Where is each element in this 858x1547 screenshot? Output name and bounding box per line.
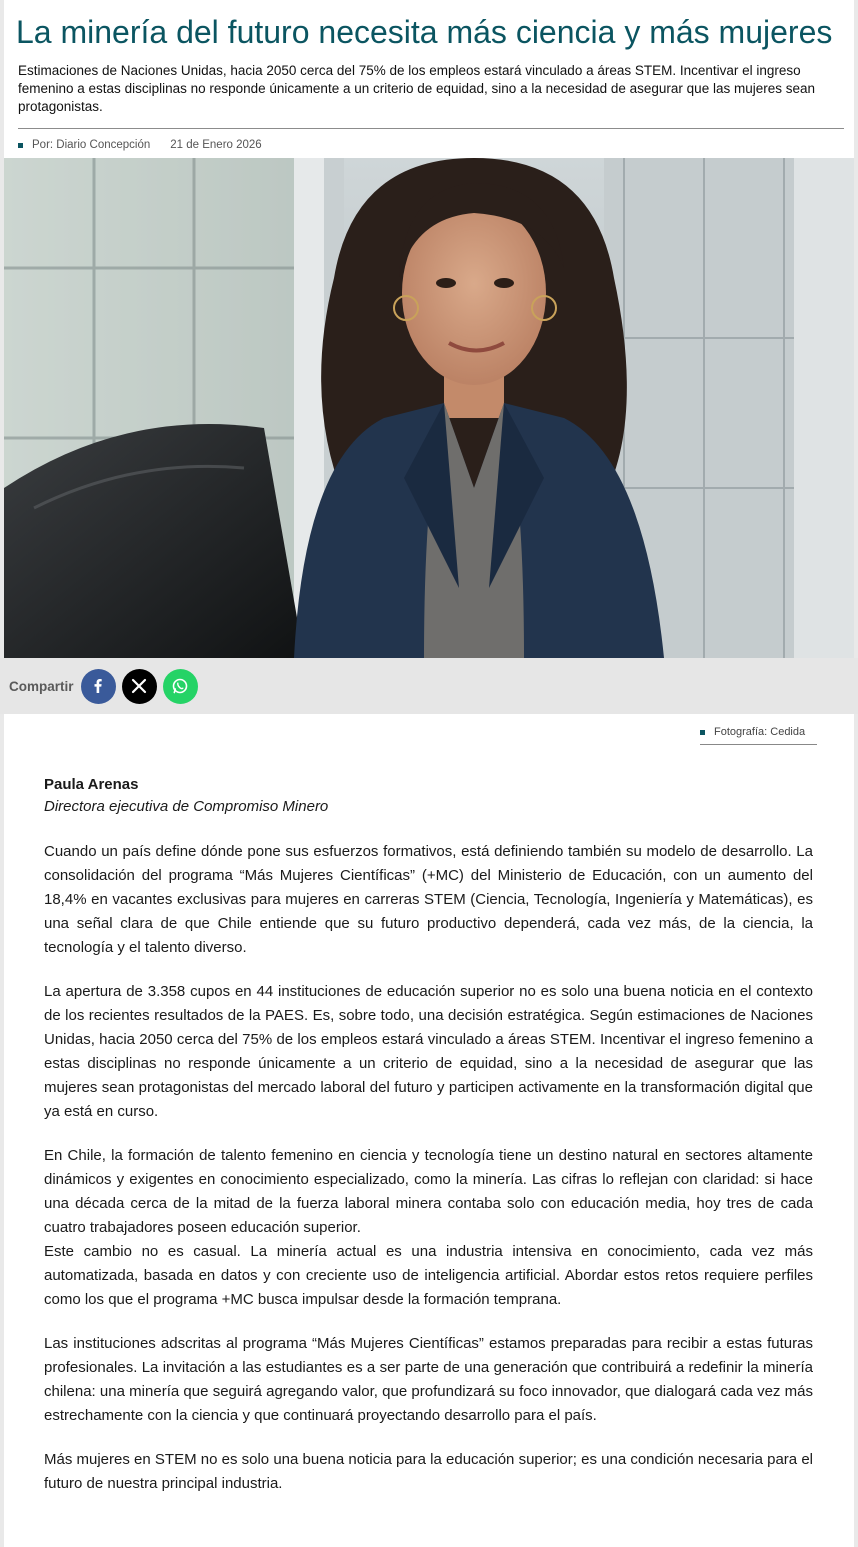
article-photo — [4, 158, 854, 658]
bullet-icon — [700, 730, 705, 735]
paragraph: Más mujeres en STEM no es solo una buena noticia para la educación superior; es una condición necesaria para el futuro de nuestra principal industria. — [44, 1451, 813, 1492]
article-body-container — [4, 714, 854, 1547]
paragraph: Las instituciones adscritas al programa “Más Mujeres Científicas” estamos preparadas para recibir a estas futuras profesionales. La invitación a las estudiantes es a ser parte de una generación que contribuirá a redefinir la minería chilena: una minería que seguirá agregando valor, que profundizará su foco innovador, que dialogará cada vez más estrechamente con la ciencia y que continuará proyectando desarrollo para el país. — [44, 1335, 813, 1424]
article-date: 21 de Enero 2026 — [170, 139, 262, 151]
whatsapp-icon — [171, 677, 189, 695]
article-meta — [18, 137, 262, 153]
portrait-photo-illustration — [4, 158, 854, 658]
paragraph: En Chile, la formación de talento femenino en ciencia y tecnología tiene un destino natural en sectores altamente dinámicos y exigentes en conocimiento especializado, como la minería. Las cifras lo reflejan con claridad: si hace una década cerca de la mitad de la fuerza laboral minera contaba solo con educación media, hoy tres de cada cuatro trabajadores poseen educación superior. — [44, 1147, 813, 1236]
bullet-icon — [18, 143, 23, 148]
paragraph: Cuando un país define dónde pone sus esfuerzos formativos, está definiendo también su modelo de desarrollo. La consolidación del programa “Más Mujeres Científicas” (+MC) del Ministerio de Educación, con un aumento del 18,4% en vacantes exclusivas para mujeres en carreras STEM (Ciencia, Tecnología, Ingeniería y Matemáticas), es una señal clara de que Chile entiende que su futuro productivo dependerá, cada vez más, de la ciencia, la tecnología y el talento diverso. — [44, 843, 813, 956]
x-icon — [131, 678, 147, 694]
article-header — [4, 0, 854, 158]
article-text — [44, 840, 813, 1516]
facebook-icon — [90, 678, 106, 694]
whatsapp-share-button[interactable] — [163, 669, 198, 704]
share-label: Compartir — [9, 678, 74, 694]
paragraph: Este cambio no es casual. La minería actual es una industria intensiva en conocimiento, cada vez más automatizada, basada en datos y con creciente uso de inteligencia artificial. Abordar estos retos requiere perfiles como los que el programa +MC busca impulsar desde la formación temprana. — [44, 1243, 813, 1308]
photo-credit-text: Fotografía: Cedida — [714, 726, 806, 738]
author-role: Directora ejecutiva de Compromiso Minero — [44, 798, 329, 815]
article-byline: Por: Diario Concepción — [32, 139, 151, 151]
facebook-share-button[interactable] — [81, 669, 116, 704]
article-title: La minería del futuro necesita más ciencia y más mujeres — [16, 14, 833, 50]
author-name: Paula Arenas — [44, 776, 139, 793]
photo-credit — [700, 724, 817, 740]
paragraph: La apertura de 3.358 cupos en 44 instituciones de educación superior no es solo una buena noticia en el contexto de los recientes resultados de la PAES. Es, sobre todo, una decisión estratégica. Según estimaciones de Naciones Unidas, hacia 2050 cerca del 75% de los empleos estará vinculado a áreas STEM. Incentivar el ingreso femenino a estas disciplinas no responde únicamente a un criterio de equidad, sino a la necesidad de asegurar que las mujeres sean protagonistas del mercado laboral del futuro y participen activamente en la transformación digital que ya está en curso. — [44, 983, 813, 1120]
share-bar — [0, 658, 858, 714]
x-share-button[interactable] — [122, 669, 157, 704]
credit-divider — [700, 744, 817, 745]
article-subtitle: Estimaciones de Naciones Unidas, hacia 2050 cerca del 75% de los empleos estará vinculado a áreas STEM. Incentivar el ingreso femenino a estas disciplinas no responde únicamente a un criterio de equidad, sino a la necesidad de asegurar que las mujeres sean protagonistas. — [18, 63, 816, 114]
author-block — [44, 774, 814, 818]
header-divider — [18, 128, 844, 129]
